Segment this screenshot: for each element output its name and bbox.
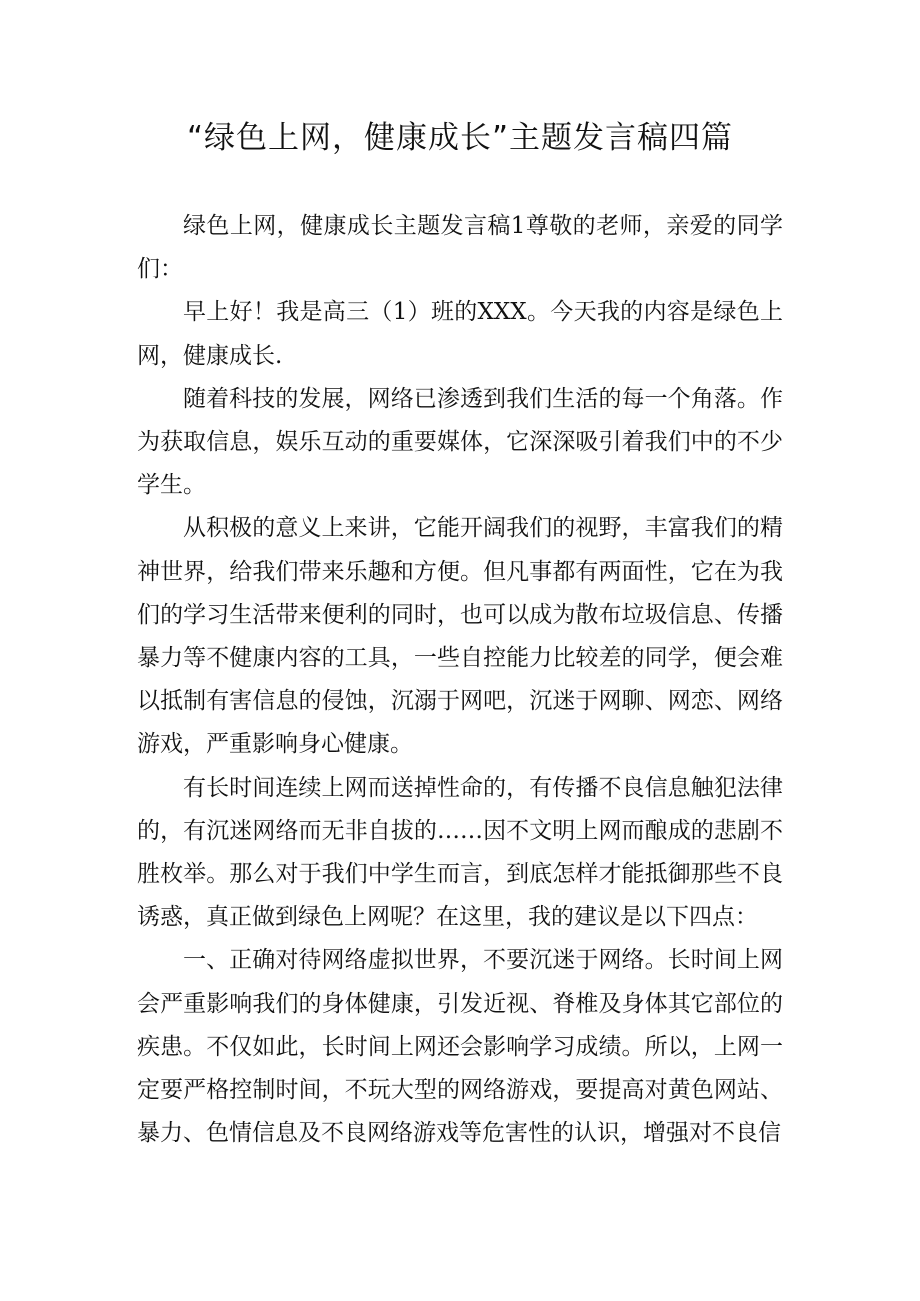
document-title: “绿色上网，健康成长”主题发言稿四篇 — [186, 120, 734, 156]
paragraph: 绿色上网，健康成长主题发言稿1尊敬的老师，亲爱的同学们： — [137, 213, 783, 283]
paragraph: 早上好！我是高三（1）班的XXX。今天我的内容是绿色上网，健康成长. — [137, 299, 783, 369]
paragraph: 从积极的意义上来讲，它能开阔我们的视野，丰富我们的精神世界，给我们带来乐趣和方便。但凡事都有两面性，它在为我们的学习生活带来便利的同时，也可以成为散布垃圾信息、传播暴力等不健康内容的工具，一些自控能力比较差的同学，便会难以抵制有害信息的侵蚀，沉溺于网吧，沉迷于网聊、网恋、网络游戏，严重影响身心健康。 — [137, 515, 783, 758]
paragraph: 一、正确对待网络虚拟世界，不要沉迷于网络。长时间上网会严重影响我们的身体健康，引发近视、脊椎及身体其它部位的疾患。不仅如此，长时间上网还会影响学习成绩。所以，上网一定要严格控制时间，不玩大型的网络游戏，要提高对黄色网站、暴力、色情信息及不良网络游戏等危害性的认识，增强对不良信 — [137, 947, 783, 1147]
paragraph: 有长时间连续上网而送掉性命的，有传播不良信息触犯法律的，有沉迷网络而无非自拔的……因不文明上网而酿成的悲剧不胜枚举。那么对于我们中学生而言，到底怎样才能抵御那些不良诱惑，真正做到绿色上网呢？在这里，我的建议是以下四点： — [137, 774, 783, 931]
paragraph: 随着科技的发展，网络已渗透到我们生活的每一个角落。作为获取信息，娱乐互动的重要媒体，它深深吸引着我们中的不少学生。 — [137, 385, 783, 499]
document-body — [137, 205, 783, 1155]
